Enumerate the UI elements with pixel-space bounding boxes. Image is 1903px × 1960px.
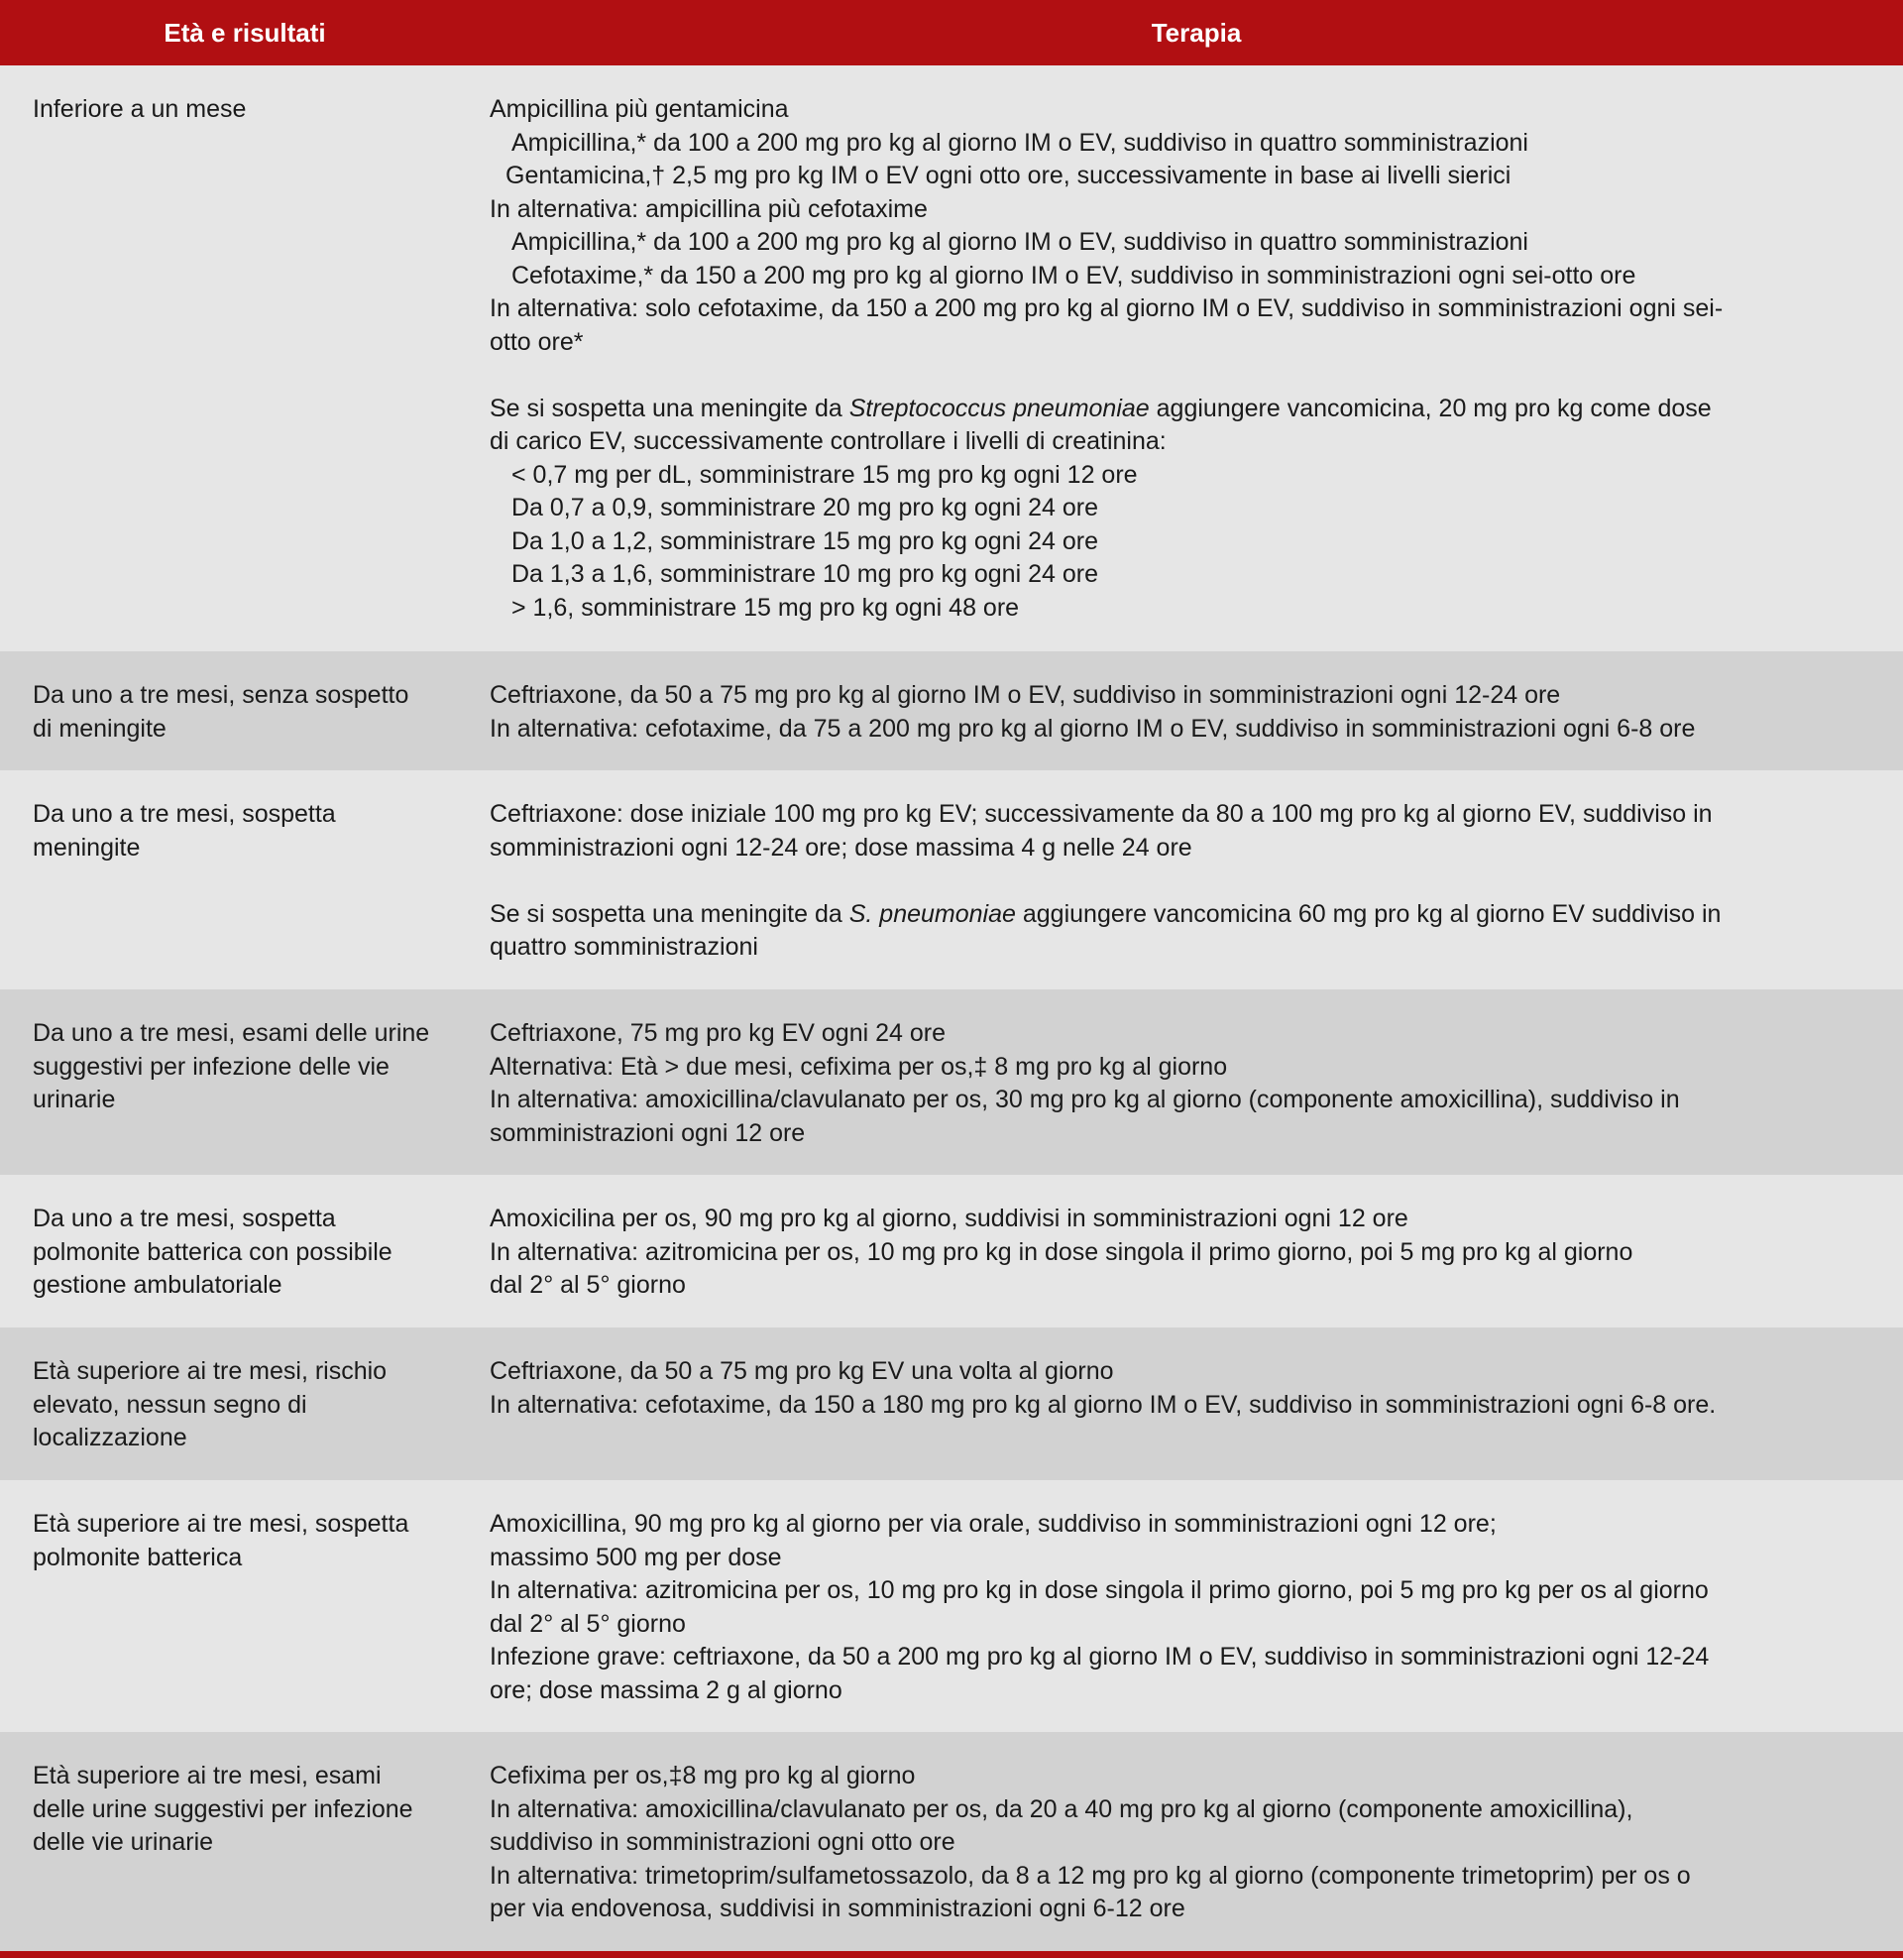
header-age-results: Età e risultati xyxy=(164,17,326,48)
bottom-rule xyxy=(0,1951,1903,1958)
header-therapy: Terapia xyxy=(1151,17,1242,48)
therapy-line: > 1,6, somministrare 15 mg pro kg ogni 48 ore xyxy=(511,593,1020,622)
therapy-text: Se si sospetta una meningite da xyxy=(490,899,849,928)
therapy-line: per via endovenosa, suddivisi in somministrazioni ogni 6-12 ore xyxy=(490,1895,1185,1922)
therapy-line: massimo 500 mg per dose xyxy=(490,1543,782,1571)
therapy-line: < 0,7 mg per dL, somministrare 15 mg pro kg ogni 12 ore xyxy=(511,460,1138,489)
table-row xyxy=(0,1327,1903,1480)
therapy-text-italic: S. pneumoniae xyxy=(848,899,1016,928)
therapy-line: In alternativa: cefotaxime, da 150 a 180 mg pro kg al giorno IM o EV, suddiviso in somministrazioni ogni 6-8 ore. xyxy=(490,1390,1717,1419)
age-line: Inferiore a un mese xyxy=(33,95,247,123)
therapy-line: ore; dose massima 2 g al giorno xyxy=(490,1675,842,1704)
therapy-line: In alternativa: ampicillina più cefotaxime xyxy=(490,194,928,223)
table-row xyxy=(0,770,1903,989)
therapy-text-italic: Streptococcus pneumoniae xyxy=(848,394,1150,422)
age-line: meningite xyxy=(33,833,141,862)
therapy-line: quattro somministrazioni xyxy=(490,933,758,961)
therapy-line: Amoxicillina, 90 mg pro kg al giorno per via orale, suddiviso in somministrazioni ogni 12 ore; xyxy=(490,1510,1497,1538)
therapy-line: Ampicillina,* da 100 a 200 mg pro kg al giorno IM o EV, suddiviso in quattro somministrazioni xyxy=(511,128,1528,157)
therapy-line: Da 1,0 a 1,2, somministrare 15 mg pro kg ogni 24 ore xyxy=(511,526,1098,555)
therapy-line: In alternativa: solo cefotaxime, da 150 a 200 mg pro kg al giorno IM o EV, suddiviso in somministrazioni ogni sei- xyxy=(490,294,1724,322)
therapy-line: Da 0,7 a 0,9, somministrare 20 mg pro kg ogni 24 ore xyxy=(511,494,1098,521)
age-line: urinarie xyxy=(33,1086,116,1113)
age-cell xyxy=(0,679,490,770)
paragraph-gap xyxy=(490,865,1873,898)
table-row xyxy=(0,65,1903,651)
age-cell xyxy=(0,1508,490,1732)
therapy-cell xyxy=(490,798,1903,989)
age-line: gestione ambulatoriale xyxy=(33,1271,282,1299)
therapy-line: Ampicillina,* da 100 a 200 mg pro kg al giorno IM o EV, suddiviso in quattro somministrazioni xyxy=(511,228,1528,256)
therapy-line: dal 2° al 5° giorno xyxy=(490,1609,686,1638)
therapy-line: Ceftriaxone: dose iniziale 100 mg pro kg EV; successivamente da 80 a 100 mg pro kg al giorno EV, suddiviso in xyxy=(490,800,1713,828)
therapy-cell xyxy=(490,93,1903,651)
therapy-line xyxy=(490,393,1873,426)
age-cell xyxy=(0,1203,490,1327)
therapy-line: In alternativa: amoxicillina/clavulanato per os, 30 mg pro kg al giorno (componente amoxicillina), suddiviso in xyxy=(490,1086,1680,1113)
therapy-cell xyxy=(490,1017,1903,1175)
age-cell xyxy=(0,93,490,651)
therapy-line: Gentamicina,† 2,5 mg pro kg IM o EV ogni otto ore, successivamente in base ai livelli sierici xyxy=(505,162,1511,189)
age-line: Da uno a tre mesi, senza sospetto xyxy=(33,681,409,709)
therapy-text: aggiungere vancomicina 60 mg pro kg al giorno EV suddiviso in xyxy=(1015,899,1722,928)
therapy-line: otto ore* xyxy=(490,327,584,356)
age-line: Da uno a tre mesi, sospetta xyxy=(33,1205,336,1232)
table-row xyxy=(0,1480,1903,1732)
age-line: Età superiore ai tre mesi, sospetta xyxy=(33,1510,409,1538)
therapy-line: Alternativa: Età > due mesi, cefixima per os,‡ 8 mg pro kg al giorno xyxy=(490,1052,1228,1081)
therapy-line: Ceftriaxone, da 50 a 75 mg pro kg al giorno IM o EV, suddiviso in somministrazioni ogni 12-24 ore xyxy=(490,681,1561,709)
paragraph-gap xyxy=(490,359,1873,393)
table-row xyxy=(0,651,1903,770)
table-row xyxy=(0,1175,1903,1327)
therapy-line: somministrazioni ogni 12-24 ore; dose massima 4 g nelle 24 ore xyxy=(490,833,1192,862)
table-row xyxy=(0,989,1903,1175)
age-cell xyxy=(0,1017,490,1175)
therapy-cell xyxy=(490,1203,1903,1327)
therapy-line: In alternativa: azitromicina per os, 10 mg pro kg in dose singola il primo giorno, poi 5 mg pro kg al giorno xyxy=(490,1237,1633,1266)
age-line: Età superiore ai tre mesi, rischio xyxy=(33,1357,388,1385)
therapy-cell xyxy=(490,1355,1903,1480)
therapy-line: Amoxicilina per os, 90 mg pro kg al giorno, suddivisi in somministrazioni ogni 12 ore xyxy=(490,1205,1408,1232)
therapy-line: Da 1,3 a 1,6, somministrare 10 mg pro kg ogni 24 ore xyxy=(511,560,1098,588)
therapy-line: Ceftriaxone, da 50 a 75 mg pro kg EV una volta al giorno xyxy=(490,1357,1114,1385)
therapy-cell xyxy=(490,679,1903,770)
table-row xyxy=(0,1732,1903,1951)
therapy-text: Se si sospetta una meningite da xyxy=(490,394,849,422)
therapy-line: Cefotaxime,* da 150 a 200 mg pro kg al giorno IM o EV, suddiviso in somministrazioni ogni sei-otto ore xyxy=(511,261,1636,289)
therapy-cell xyxy=(490,1760,1903,1951)
age-line: localizzazione xyxy=(33,1424,187,1451)
therapy-line: In alternativa: trimetoprim/sulfametossazolo, da 8 a 12 mg pro kg al giorno (componente trimetoprim) per os o xyxy=(490,1861,1691,1890)
therapy-line xyxy=(490,898,1873,932)
therapy-cell xyxy=(490,1508,1903,1732)
therapy-line: In alternativa: azitromicina per os, 10 mg pro kg in dose singola il primo giorno, poi 5 mg pro kg per os al giorno xyxy=(490,1576,1709,1604)
age-cell xyxy=(0,798,490,989)
therapy-line: suddiviso in somministrazioni ogni otto ore xyxy=(490,1828,955,1856)
therapy-line: somministrazioni ogni 12 ore xyxy=(490,1118,806,1147)
age-line: di meningite xyxy=(33,714,167,743)
age-line: Età superiore ai tre mesi, esami xyxy=(33,1762,382,1789)
age-cell xyxy=(0,1355,490,1480)
age-line: polmonite batterica con possibile xyxy=(33,1237,392,1266)
therapy-line: In alternativa: amoxicillina/clavulanato per os, da 20 a 40 mg pro kg al giorno (componente amoxicillina), xyxy=(490,1794,1633,1823)
age-line: polmonite batterica xyxy=(33,1543,243,1571)
therapy-line: Infezione grave: ceftriaxone, da 50 a 200 mg pro kg al giorno IM o EV, suddiviso in somministrazioni ogni 12-24 xyxy=(490,1643,1710,1671)
therapy-line: Cefixima per os,‡8 mg pro kg al giorno xyxy=(490,1762,916,1789)
age-line: Da uno a tre mesi, sospetta xyxy=(33,800,336,828)
age-line: delle vie urinarie xyxy=(33,1828,214,1856)
therapy-line: di carico EV, successivamente controllare i livelli di creatinina: xyxy=(490,427,1167,455)
age-line: delle urine suggestivi per infezione xyxy=(33,1794,413,1823)
age-line: Da uno a tre mesi, esami delle urine xyxy=(33,1019,430,1047)
age-line: suggestivi per infezione delle vie xyxy=(33,1052,390,1081)
therapy-line: In alternativa: cefotaxime, da 75 a 200 mg pro kg al giorno IM o EV, suddiviso in somministrazioni ogni 6-8 ore xyxy=(490,714,1696,743)
age-line: elevato, nessun segno di xyxy=(33,1390,307,1419)
therapy-line: dal 2° al 5° giorno xyxy=(490,1271,686,1299)
therapy-line: Ampicillina più gentamicina xyxy=(490,95,789,123)
therapy-line: Ceftriaxone, 75 mg pro kg EV ogni 24 ore xyxy=(490,1019,946,1047)
therapy-text: aggiungere vancomicina, 20 mg pro kg come dose xyxy=(1149,394,1712,422)
table-header xyxy=(0,0,1903,65)
age-cell xyxy=(0,1760,490,1951)
